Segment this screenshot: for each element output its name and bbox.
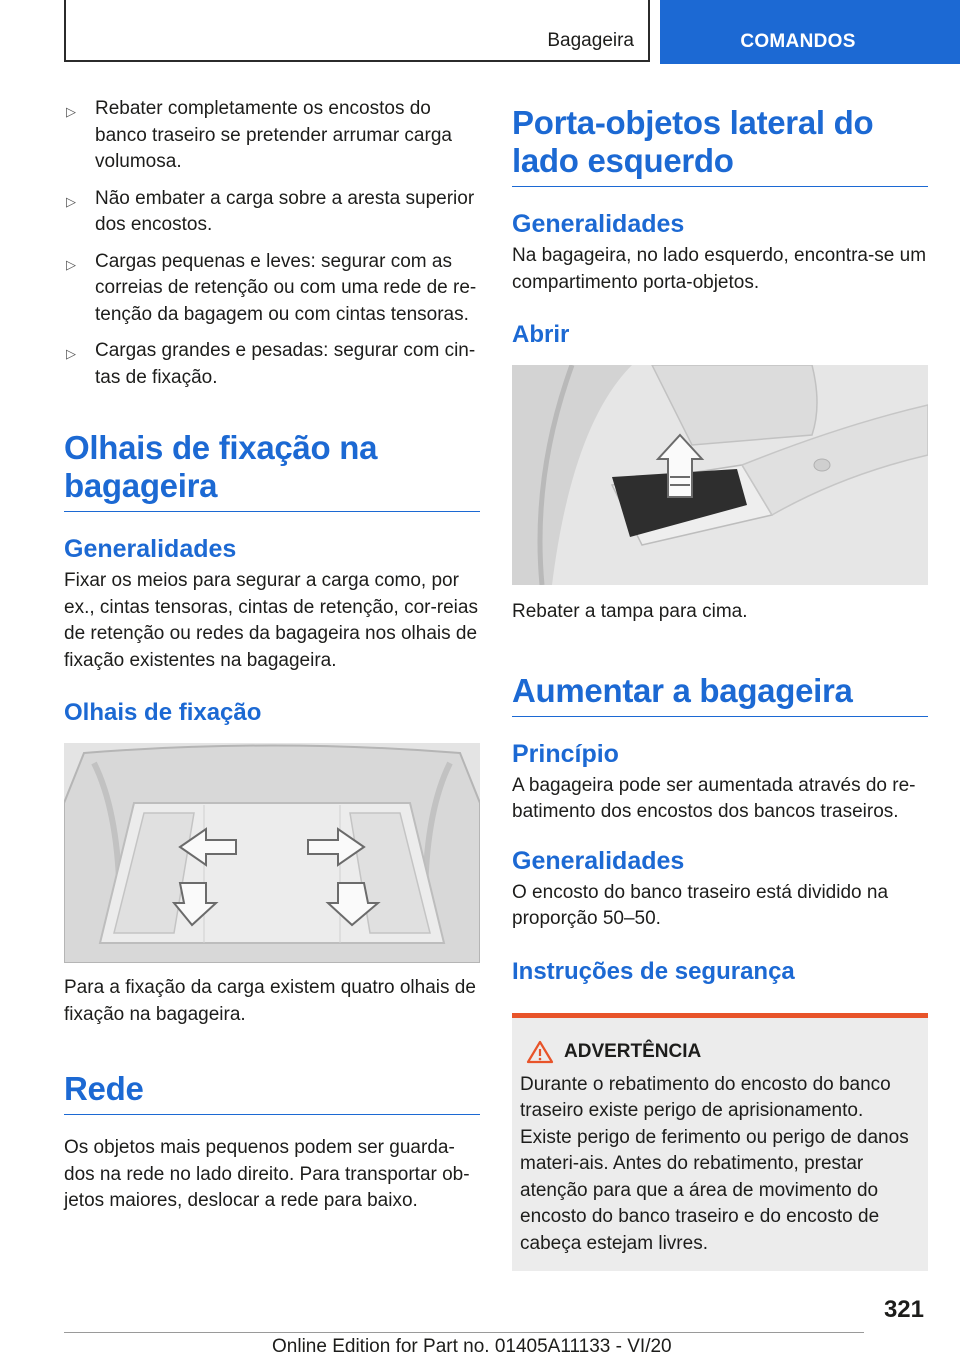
caption-abrir: Rebater a tampa para cima. (512, 601, 748, 622)
paragraph-generalidades: Na bagageira, no lado esquerdo, encontra-se um compartimento porta-objetos. (512, 245, 927, 293)
caption-olhais: Para a fixação da carga existem quatro olhais de fixação na bagageira. (64, 977, 476, 1025)
header-chapter-title: COMANDOS (740, 31, 856, 52)
heading-rede: Rede (64, 1070, 480, 1115)
footer-divider (64, 1332, 864, 1333)
trunk-eyelets-illustration (64, 743, 480, 963)
heading-generalidades: Generalidades (64, 535, 237, 563)
footer-edition: Online Edition for Part no. 01405A11133 - VI/20 (272, 1336, 672, 1357)
heading-olhais-fixacao: Olhais de fixação na bagageira (64, 429, 480, 512)
bullet-list (64, 96, 480, 391)
bullet-triangle-icon: ▷ (66, 104, 76, 119)
list-item: ▷ Rebater completamente os encostos do banco traseiro se pretender arrumar carga volumosa. (66, 98, 452, 172)
warning-title-row (526, 1040, 920, 1064)
warning-title: ADVERTÊNCIA (564, 1040, 702, 1062)
header-chapter-tab (660, 0, 960, 64)
bullet-triangle-icon: ▷ (66, 346, 76, 361)
heading-abrir: Abrir (512, 321, 570, 348)
paragraph-generalidades: Fixar os meios para segurar a carga como, por ex., cintas tensoras, cintas de retenção, cor-reias de retenção ou redes da bagageira nos olhais de fixação existentes na bagageira. (64, 570, 478, 671)
bullet-triangle-icon: ▷ (66, 193, 76, 209)
side-compartment-illustration (512, 365, 928, 585)
heading-generalidades-2: Generalidades (512, 846, 685, 875)
list-item: ▷ Cargas grandes e pesadas: segurar com cin-tas de fixação. (66, 340, 476, 388)
heading-porta-objetos: Porta-objetos lateral do lado esquerdo (512, 104, 928, 187)
heading-principio: Princípio (512, 739, 619, 768)
warning-box (512, 1013, 928, 1272)
right-column (512, 104, 928, 1271)
page-number: 321 (883, 1296, 924, 1323)
heading-instrucoes-seguranca: Instruções de segurança (512, 957, 795, 985)
warning-triangle-icon (526, 1040, 554, 1064)
heading-aumentar-bagageira: Aumentar a bagageira (512, 672, 928, 717)
list-item: ▷ Cargas pequenas e leves: segurar com as correias de retenção ou com uma rede de re-tenção da bagagem ou com cintas tensoras. (66, 250, 477, 325)
header-section-box (64, 0, 650, 62)
warning-text: Durante o rebatimento do encosto do banco traseiro existe perigo de aprisionamento. Existe perigo de ferimento ou perigo de danos materi-ais. Antes do rebatimento, prestar atenção para que a área de movimento do encosto do banco traseiro e do encosto de cabeça estejam livres. (520, 1073, 909, 1254)
bullet-triangle-icon: ▷ (66, 256, 76, 272)
left-column (64, 96, 480, 1215)
paragraph-rede: Os objetos mais pequenos podem ser guarda-dos na rede no lado direito. Para transportar ob-jetos maiores, deslocar a rede para baixo. (64, 1137, 470, 1211)
paragraph-principio: A bagageira pode ser aumentada através do re-batimento dos encostos dos bancos traseiros. (512, 774, 916, 822)
list-item: ▷ Não embater a carga sobre a aresta superior dos encostos. (66, 187, 475, 235)
header-section-title: Bagageira (547, 30, 634, 51)
heading-olhais: Olhais de fixação (64, 699, 262, 726)
heading-generalidades: Generalidades (512, 210, 685, 238)
paragraph-generalidades-2: O encosto do banco traseiro está dividido na proporção 50–50. (512, 881, 889, 929)
